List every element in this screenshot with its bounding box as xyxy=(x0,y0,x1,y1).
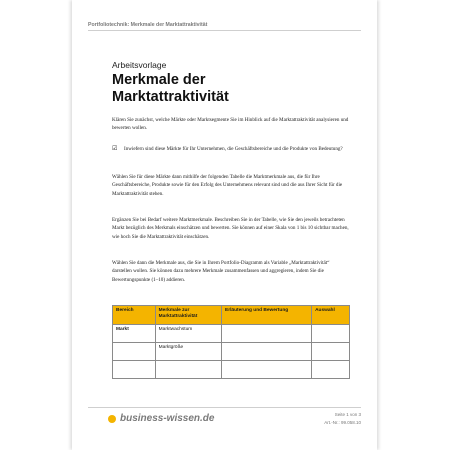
table-cell[interactable] xyxy=(222,325,312,343)
column-header-auswahl: Auswahl xyxy=(312,306,350,325)
table-cell[interactable] xyxy=(312,343,350,361)
table-cell[interactable] xyxy=(222,343,312,361)
footer-divider xyxy=(88,407,361,408)
brand-logo: business-wissen.de xyxy=(120,413,215,424)
document-page xyxy=(72,0,377,450)
column-header-erlaeuterung: Erläuterung und Bewertung xyxy=(222,306,312,325)
table-cell[interactable] xyxy=(222,361,312,379)
header-divider xyxy=(88,30,361,31)
paragraph-4: Wählen Sie dann die Merkmale aus, die Sie in Ihrem Portfolio-Diagramm als Variable „Marktattraktivität“ darstellen wollen. Sie können dazu mehrere Merkmale zusammenfassen und aggregieren, indem Sie die Bewertungspunkte (1–10) addieren. xyxy=(112,260,330,283)
column-header-bereich: Bereich xyxy=(113,306,156,325)
column-header-merkmale: Merkmale zur Marktattraktivität xyxy=(155,306,221,325)
document-title xyxy=(112,72,342,106)
table-cell xyxy=(113,361,156,379)
table-cell[interactable] xyxy=(312,325,350,343)
table-row xyxy=(113,361,350,379)
table-cell: Marktwachstum xyxy=(155,325,221,343)
page-header: Portfoliotechnik: Merkmale der Marktattraktivität xyxy=(88,22,208,28)
table-cell[interactable] xyxy=(312,361,350,379)
table-cell: Markt xyxy=(113,325,156,343)
checkbox-icon: ☑ xyxy=(112,145,118,152)
document-kicker: Arbeitsvorlage xyxy=(112,60,167,70)
title-line-2: Marktattraktivität xyxy=(112,89,229,105)
table-cell xyxy=(113,343,156,361)
table-header-row xyxy=(113,306,350,325)
checklist-text: Inwiefern sind diese Märkte für Ihr Unternehmen, die Geschäftsbereiche und die Produkte von Bedeutung? xyxy=(124,146,343,152)
intro-paragraph: Klären Sie zunächst, welche Märkte oder Marktsegmente Sie im Hinblick auf die Marktattraktivität analysieren und bewerten wollen. xyxy=(112,117,349,132)
table-cell xyxy=(155,361,221,379)
paragraph-2: Wählen Sie für diese Märkte dann mithilfe der folgenden Tabelle die Marktmerkmale aus, die für Ihre Geschäftsbereiche, Produkte sowie für den Erfolg des Unternehmens relevant sind und die aus Ihrer Sicht für die Marktattraktivität stehen. xyxy=(112,174,343,197)
table-row xyxy=(113,343,350,361)
table-row xyxy=(113,325,350,343)
criteria-table xyxy=(112,305,350,379)
article-number: Art.-Nr.: 99.058.10 xyxy=(324,420,361,425)
paragraph-3: Ergänzen Sie bei Bedarf weitere Marktmerkmale. Beschreiben Sie in der Tabelle, wie Sie den jeweils betrachteten Markt bezüglich des Merkmals einschätzen und bewerten. Sie können auf einer Skala von 1 bis 10 sichtbar machen, wie hoch Sie die Marktattraktivität einschätzen. xyxy=(112,217,349,240)
page-number: Seite 1 von 3 xyxy=(334,412,361,417)
title-line-1: Merkmale der xyxy=(112,72,206,88)
table-cell: Marktgröße xyxy=(155,343,221,361)
brand-dot-icon xyxy=(108,415,116,423)
